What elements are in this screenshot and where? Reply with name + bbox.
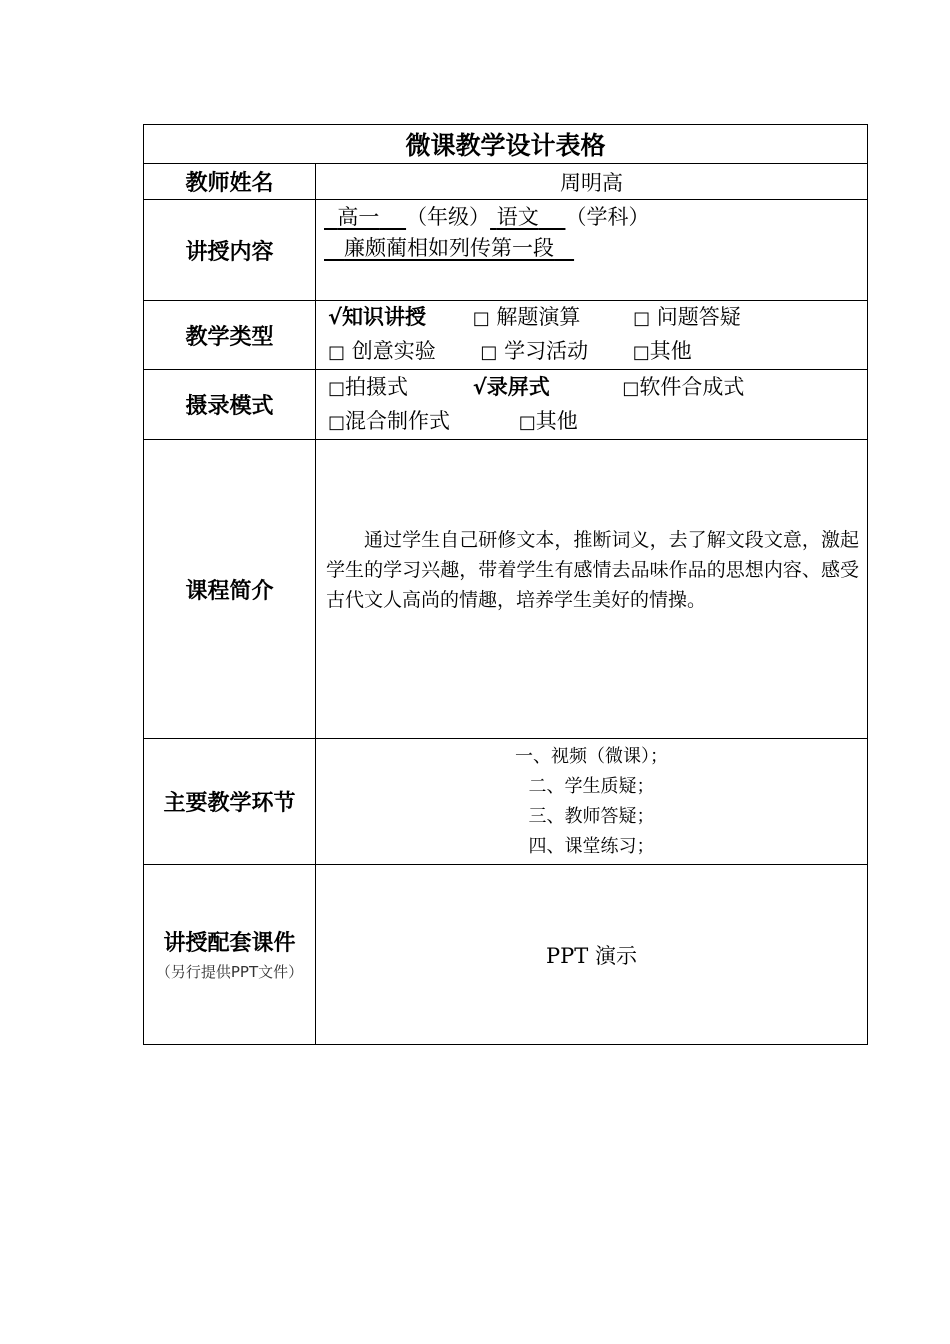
option-filming[interactable]: □拍摄式 — [328, 374, 409, 399]
option-activity[interactable]: □ 学习活动 — [480, 339, 589, 363]
content-label: 讲授内容 — [144, 200, 316, 301]
checkbox-icon: □ — [472, 308, 490, 329]
content-value — [316, 200, 868, 301]
title-row — [144, 125, 868, 164]
courseware-label: 讲授配套课件 — [163, 931, 296, 956]
teaching-type-label: 教学类型 — [144, 301, 316, 370]
recording-mode-options — [316, 370, 868, 440]
step-item: 二、学生质疑； — [528, 775, 655, 797]
micro-lesson-design-form — [143, 124, 868, 1045]
step-item: 一、视频（微课）； — [515, 745, 668, 767]
option-knowledge[interactable]: √知识讲授 — [328, 305, 427, 329]
steps-label: 主要教学环节 — [144, 739, 316, 865]
checkbox-icon: □ — [328, 377, 346, 399]
checkmark-icon: √ — [472, 374, 487, 399]
checkbox-icon: □ — [632, 342, 650, 363]
option-other[interactable]: □其他 — [632, 339, 692, 363]
teaching-type-options — [316, 301, 868, 370]
option-experiment[interactable]: □ 创意实验 — [328, 339, 436, 363]
step-item: 三、教师答疑； — [528, 805, 655, 827]
form-title: 微课教学设计表格 — [144, 125, 868, 164]
grade-suffix: （年级） — [406, 205, 491, 229]
recording-mode-label: 摄录模式 — [144, 370, 316, 440]
recording-mode-row — [144, 370, 868, 440]
grade-value: 高一 — [337, 205, 380, 229]
checkbox-icon: □ — [328, 342, 346, 363]
checkbox-icon: □ — [622, 377, 640, 399]
teacher-label: 教师姓名 — [144, 164, 316, 200]
checkbox-icon: □ — [480, 342, 498, 363]
option-problem-solving[interactable]: □ 解题演算 — [472, 305, 581, 329]
intro-text: 通过学生自己研修文本，推断词义，去了解文段文意，激起学生的学习兴趣，带着学生有感情去品味作品的思想内容、感受古代文人高尚的情趣，培养学生美好的情操。 — [326, 529, 859, 611]
teacher-row — [144, 164, 868, 200]
option-other-mode[interactable]: □其他 — [518, 408, 578, 433]
intro-row — [144, 440, 868, 739]
teaching-type-row — [144, 301, 868, 370]
option-mixed[interactable]: □混合制作式 — [328, 408, 451, 433]
courseware-label-cell — [144, 865, 316, 1045]
steps-row — [144, 739, 868, 865]
topic-value: 廉颇蔺相如列传第一段 — [344, 236, 555, 260]
courseware-row — [144, 865, 868, 1045]
option-screen-recording[interactable]: √录屏式 — [472, 374, 550, 399]
checkbox-icon: □ — [518, 411, 536, 433]
intro-cell — [316, 440, 868, 739]
content-row — [144, 200, 868, 301]
teacher-name: 周明高 — [316, 164, 868, 200]
subject-value: 语文 — [496, 205, 539, 229]
intro-label: 课程简介 — [144, 440, 316, 739]
checkmark-icon: √ — [328, 305, 343, 329]
checkbox-icon: □ — [633, 308, 651, 329]
subject-suffix: （学科） — [565, 205, 650, 229]
option-qa[interactable]: □ 问题答疑 — [633, 305, 741, 329]
steps-list — [316, 739, 868, 865]
option-software-compose[interactable]: □软件合成式 — [622, 374, 745, 399]
checkbox-icon: □ — [328, 411, 346, 433]
courseware-value: PPT 演示 — [316, 865, 868, 1045]
courseware-note: （另行提供PPT文件） — [155, 963, 304, 981]
step-item: 四、课堂练习； — [528, 835, 655, 857]
